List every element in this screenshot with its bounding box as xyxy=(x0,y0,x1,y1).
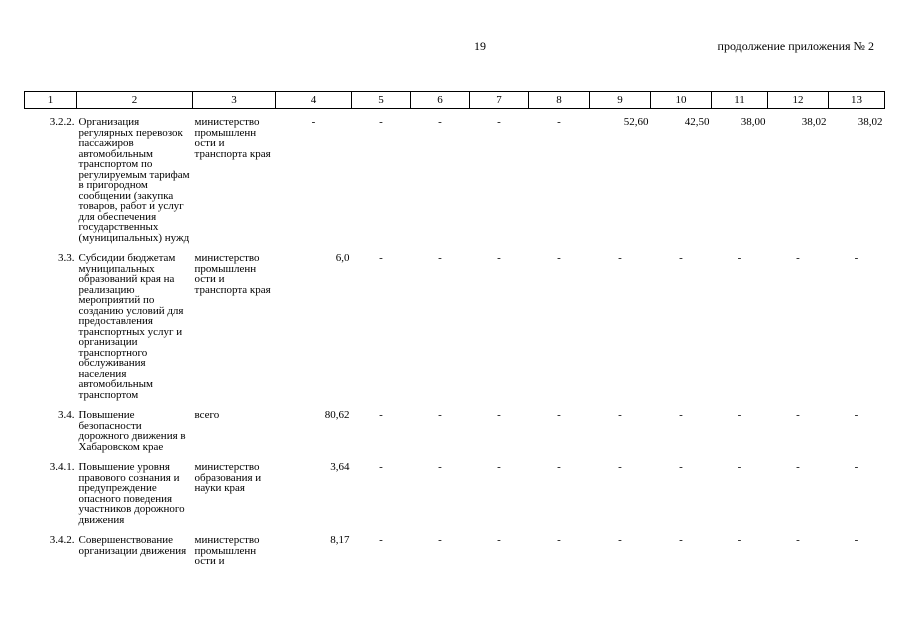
row-value: - xyxy=(618,409,622,421)
row-value: - xyxy=(796,534,800,546)
row-value: - xyxy=(497,409,501,421)
column-header: 7 xyxy=(470,92,529,109)
row-measure-name: Повышение уровня правового сознания и предупреждение опасного поведения участников дорожного движения xyxy=(78,461,185,526)
row-value: - xyxy=(438,409,442,421)
row-value: - xyxy=(679,534,683,546)
row-value: - xyxy=(618,252,622,264)
row-value: - xyxy=(618,534,622,546)
row-value: 6,0 xyxy=(335,252,350,264)
row-value: - xyxy=(557,252,561,264)
row-code: 3.4. xyxy=(58,409,75,421)
row-value: - xyxy=(737,409,742,421)
row-value: - xyxy=(438,252,442,264)
row-value: - xyxy=(379,252,383,264)
row-value: - xyxy=(854,252,859,264)
column-header: 6 xyxy=(411,92,470,109)
row-executor: министерство образования и науки края xyxy=(194,461,262,494)
row-code: 3.4.1. xyxy=(49,461,75,473)
row-value: - xyxy=(379,534,383,546)
table-row xyxy=(25,535,885,567)
row-executor: всего xyxy=(194,409,220,421)
row-value: - xyxy=(497,252,501,264)
column-header: 11 xyxy=(712,92,768,109)
row-code: 3.3. xyxy=(58,252,75,264)
row-value: - xyxy=(557,534,561,546)
row-value: - xyxy=(497,534,501,546)
column-header: 8 xyxy=(529,92,590,109)
row-value: - xyxy=(557,116,561,128)
table-row xyxy=(25,410,885,452)
row-value: - xyxy=(438,116,442,128)
appendix-table xyxy=(24,91,885,567)
row-value: 38,02 xyxy=(857,116,883,128)
row-value: 8,17 xyxy=(330,534,350,546)
row-value: - xyxy=(557,409,561,421)
row-value: - xyxy=(796,252,800,264)
row-code: 3.4.2. xyxy=(49,534,75,546)
row-value: - xyxy=(679,252,683,264)
table-row xyxy=(25,462,885,525)
row-value: 52,60 xyxy=(623,116,649,128)
row-value: - xyxy=(557,461,561,473)
row-measure-name: Совершенствование организации движения xyxy=(78,534,187,557)
row-value: - xyxy=(737,252,742,264)
column-header: 12 xyxy=(768,92,829,109)
column-number-header-row xyxy=(25,92,885,109)
row-value: - xyxy=(796,461,800,473)
column-header: 1 xyxy=(25,92,77,109)
row-value: - xyxy=(854,461,859,473)
row-value: 80,62 xyxy=(324,409,350,421)
row-measure-name: Повышение безопасности дорожного движения в Хабаровском крае xyxy=(78,409,186,453)
row-value: - xyxy=(438,461,442,473)
row-code: 3.2.2. xyxy=(49,116,75,128)
table-row xyxy=(25,253,885,400)
row-value: - xyxy=(854,409,859,421)
column-header: 13 xyxy=(829,92,885,109)
row-value: - xyxy=(497,116,501,128)
row-value: - xyxy=(854,534,859,546)
row-executor: министерство промышленн ости и транспорта края xyxy=(194,116,271,160)
row-value: 3,64 xyxy=(330,461,350,473)
row-value: - xyxy=(379,116,383,128)
row-value: - xyxy=(737,461,742,473)
page-number: 19 xyxy=(474,39,486,53)
column-header: 4 xyxy=(276,92,352,109)
row-measure-name: Субсидии бюджетам муниципальных образований края на реализацию мероприятий по созданию условий для предоставления транспортных услуг и организации транспортного обслуживания населения автомобильным транспортом xyxy=(78,252,184,401)
column-header: 5 xyxy=(352,92,411,109)
row-value: 38,00 xyxy=(740,116,766,128)
row-executor: министерство промышленн ости и транспорта края xyxy=(194,252,271,296)
row-value: - xyxy=(618,461,622,473)
column-header: 9 xyxy=(590,92,651,109)
column-header: 2 xyxy=(77,92,193,109)
row-value: - xyxy=(497,461,501,473)
row-value: - xyxy=(379,461,383,473)
row-executor: министерство промышленн ости и xyxy=(194,534,260,567)
table-row xyxy=(25,117,885,243)
row-value: - xyxy=(679,409,683,421)
column-header: 3 xyxy=(193,92,276,109)
appendix-continuation-note: продолжение приложения № 2 xyxy=(717,39,874,53)
row-value: - xyxy=(679,461,683,473)
row-value: - xyxy=(311,116,316,128)
row-value: - xyxy=(737,534,742,546)
row-measure-name: Организация регулярных перевозок пассажиров автомобильным транспортом по регулируемым тарифам в пригородном сообщении (закупка товаров, работ и услуг для обеспечения государственных (муниципальных) нужд xyxy=(78,116,190,244)
column-header: 10 xyxy=(651,92,712,109)
row-value: - xyxy=(438,534,442,546)
row-value: - xyxy=(796,409,800,421)
row-value: - xyxy=(379,409,383,421)
row-value: 42,50 xyxy=(684,116,710,128)
row-value: 38,02 xyxy=(801,116,827,128)
